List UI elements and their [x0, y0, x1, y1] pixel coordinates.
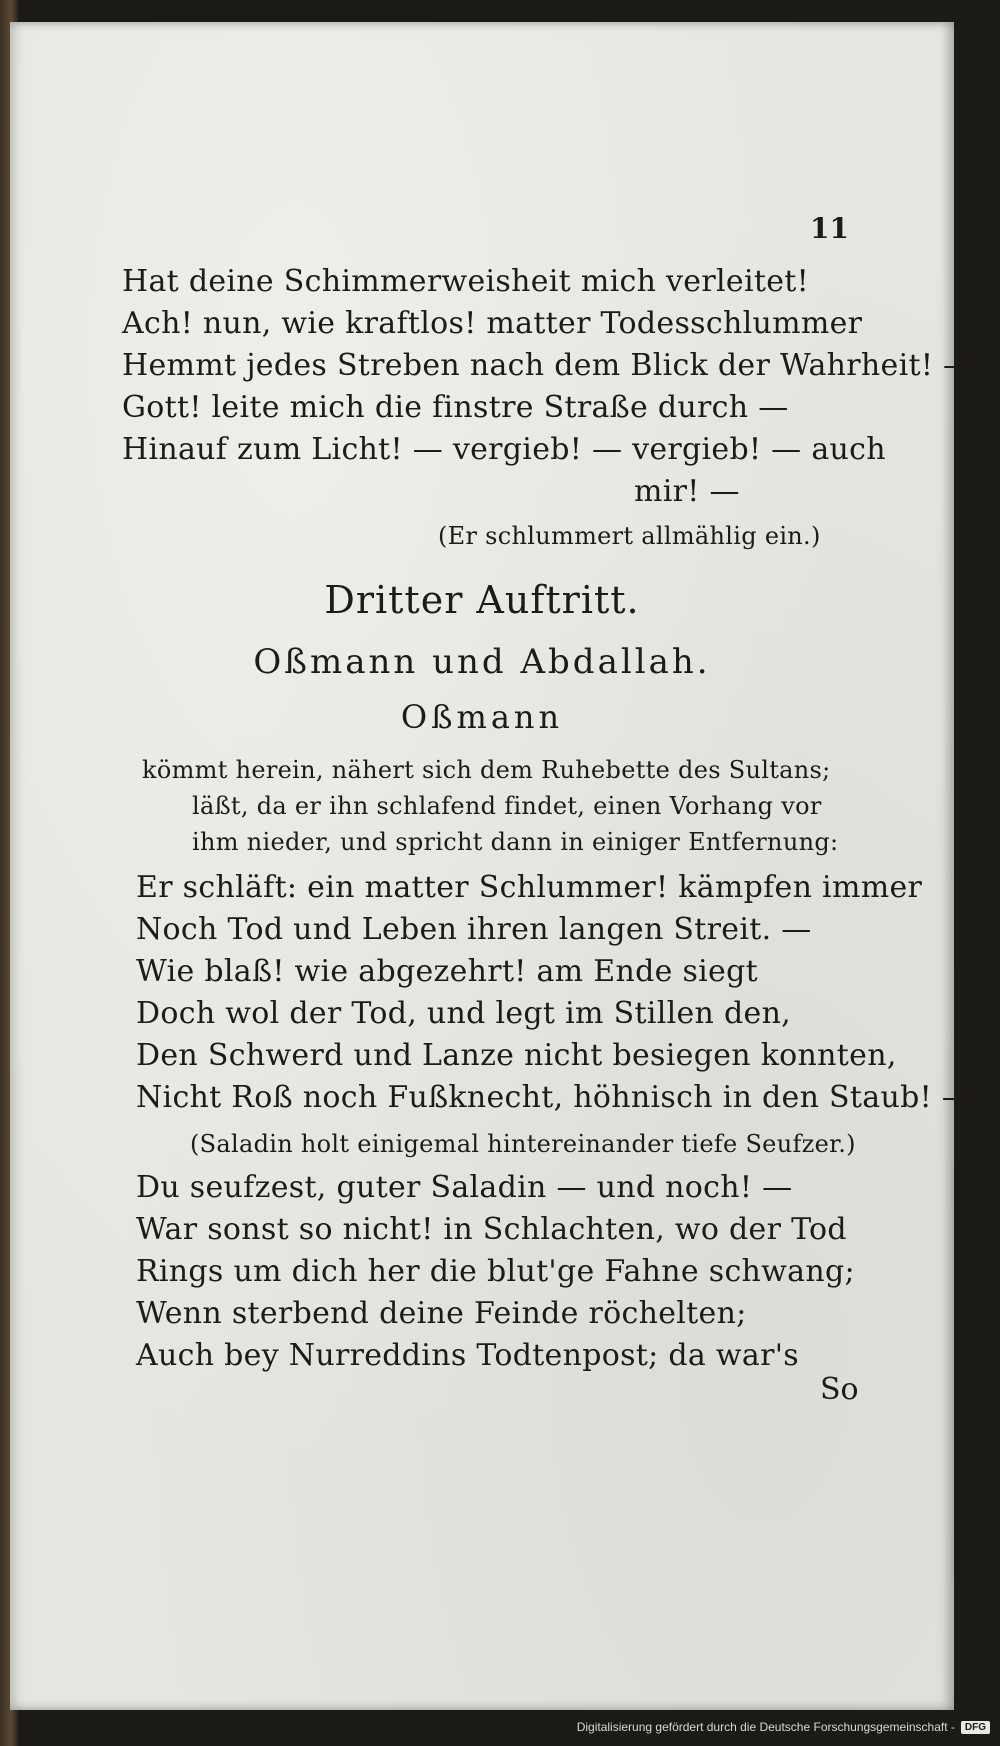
page-number: 11	[810, 212, 849, 245]
text-line: Auch bey Nurreddins Todtenpost; da war's	[136, 1338, 799, 1373]
stage-direction: (Er schlummert allmählig ein.)	[438, 522, 821, 550]
text-line: Hemmt jedes Streben nach dem Blick der Wahrheit! —	[122, 348, 974, 383]
digitization-footer	[577, 1720, 990, 1734]
text-line: Hat deine Schimmerweisheit mich verleitet!	[122, 264, 809, 299]
characters-line: Oßmann und Abdallah.	[253, 642, 711, 682]
scene-heading: Dritter Auftritt.	[324, 578, 640, 622]
stage-direction: kömmt herein, nähert sich dem Ruhebette des Sultans;	[142, 756, 831, 784]
book-page	[10, 22, 974, 1710]
text-line: Den Schwerd und Lanze nicht besiegen konnten,	[136, 1038, 897, 1073]
text-line: Du seufzest, guter Saladin — und noch! —	[136, 1170, 793, 1205]
dfg-logo: DFG	[961, 1721, 990, 1734]
text-line: Wenn sterbend deine Feinde röchelten;	[136, 1296, 747, 1331]
stage-direction: (Saladin holt einigemal hintereinander tiefe Seufzer.)	[190, 1130, 856, 1158]
catchword: So	[820, 1372, 859, 1407]
text-line: Gott! leite mich die finstre Straße durch —	[122, 390, 789, 425]
text-line: Rings um dich her die blut'ge Fahne schwang;	[136, 1254, 855, 1289]
stage-direction: läßt, da er ihn schlafend findet, einen Vorhang vor	[192, 792, 822, 820]
text-line: Hinauf zum Licht! — vergieb! — vergieb! — auch	[122, 432, 886, 467]
text-line: Noch Tod und Leben ihren langen Streit. —	[136, 912, 812, 947]
speaker-name: Oßmann	[400, 698, 564, 736]
footer-text: Digitalisierung gefördert durch die Deutsche Forschungsgemeinschaft -	[576, 1720, 955, 1734]
text-line: Wie blaß! wie abgezehrt! am Ende siegt	[136, 954, 758, 989]
text-line: Er schläft: ein matter Schlummer! kämpfen immer	[136, 870, 923, 905]
text-line: mir! —	[634, 474, 740, 509]
text-line: War sonst so nicht! in Schlachten, wo der Tod	[136, 1212, 847, 1247]
stage-direction: ihm nieder, und spricht dann in einiger Entfernung:	[192, 828, 839, 856]
text-line: Doch wol der Tod, und legt im Stillen den,	[136, 996, 792, 1031]
text-line: Nicht Roß noch Fußknecht, höhnisch in den Staub! —	[136, 1080, 973, 1115]
text-line: Ach! nun, wie kraftlos! matter Todesschlummer	[122, 306, 863, 341]
